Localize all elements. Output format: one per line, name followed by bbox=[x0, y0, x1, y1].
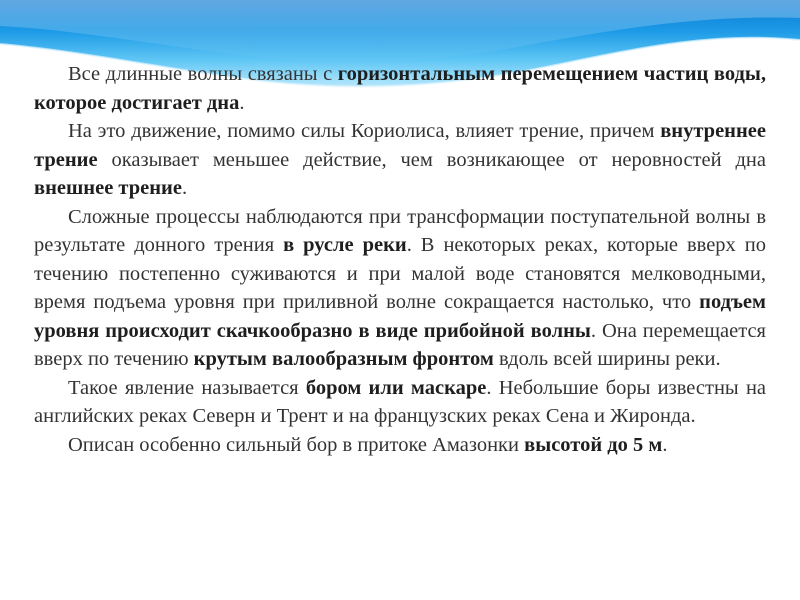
text-segment: Сложные процессы наблюдаются при трансформации поступательной волны в результате донного трения bbox=[34, 205, 766, 256]
text-segment: Такое явление называется bbox=[68, 376, 306, 399]
bold-text: внутреннее трение bbox=[34, 120, 766, 171]
text-segment: . bbox=[239, 91, 245, 114]
slide-text bbox=[34, 60, 766, 459]
text-segment: вдоль всей ширины реки. bbox=[493, 348, 721, 370]
bold-text: высотой до 5 м bbox=[524, 433, 663, 456]
text-segment: Описан особенно сильный бор в притоке Амазонки bbox=[68, 433, 525, 456]
text-segment: Все длинные волны связаны с bbox=[68, 63, 338, 85]
text-segment: . Она перемещается вверх по течению bbox=[34, 319, 766, 370]
bold-text: бором или маскаре bbox=[305, 376, 487, 399]
paragraph bbox=[34, 374, 766, 431]
text-segment: . В некоторых реках, которые вверх по течению постепенно суживаются и при малой воде становятся мелководными, время подъема уровня при приливной волне сокращается настолько, что bbox=[34, 234, 766, 313]
text-segment: оказывает меньшее действие, чем возникающее от неровностей дна bbox=[97, 148, 766, 171]
paragraph bbox=[34, 117, 766, 203]
text-segment: . Небольшие боры известны на английских реках Северн и Трент и на французских реках Сена и Жиронда. bbox=[34, 376, 767, 427]
bold-text: крутым валообразным фронтом bbox=[193, 348, 494, 370]
bold-text: горизонтальным перемещением частиц воды, которое достигает дна bbox=[34, 63, 766, 114]
text-segment: На это движение, помимо силы Кориолиса, влияет трение, причем bbox=[68, 120, 661, 142]
bold-text: подъем уровня происходит скачкообразно в виде прибойной волны bbox=[34, 291, 766, 342]
text-segment: . bbox=[181, 177, 188, 199]
text-segment: . bbox=[662, 433, 668, 456]
paragraph bbox=[34, 60, 766, 117]
bold-text: в русле реки bbox=[283, 234, 407, 256]
bold-text: внешнее трение bbox=[34, 177, 182, 199]
paragraph bbox=[34, 203, 766, 374]
paragraph bbox=[34, 431, 766, 460]
